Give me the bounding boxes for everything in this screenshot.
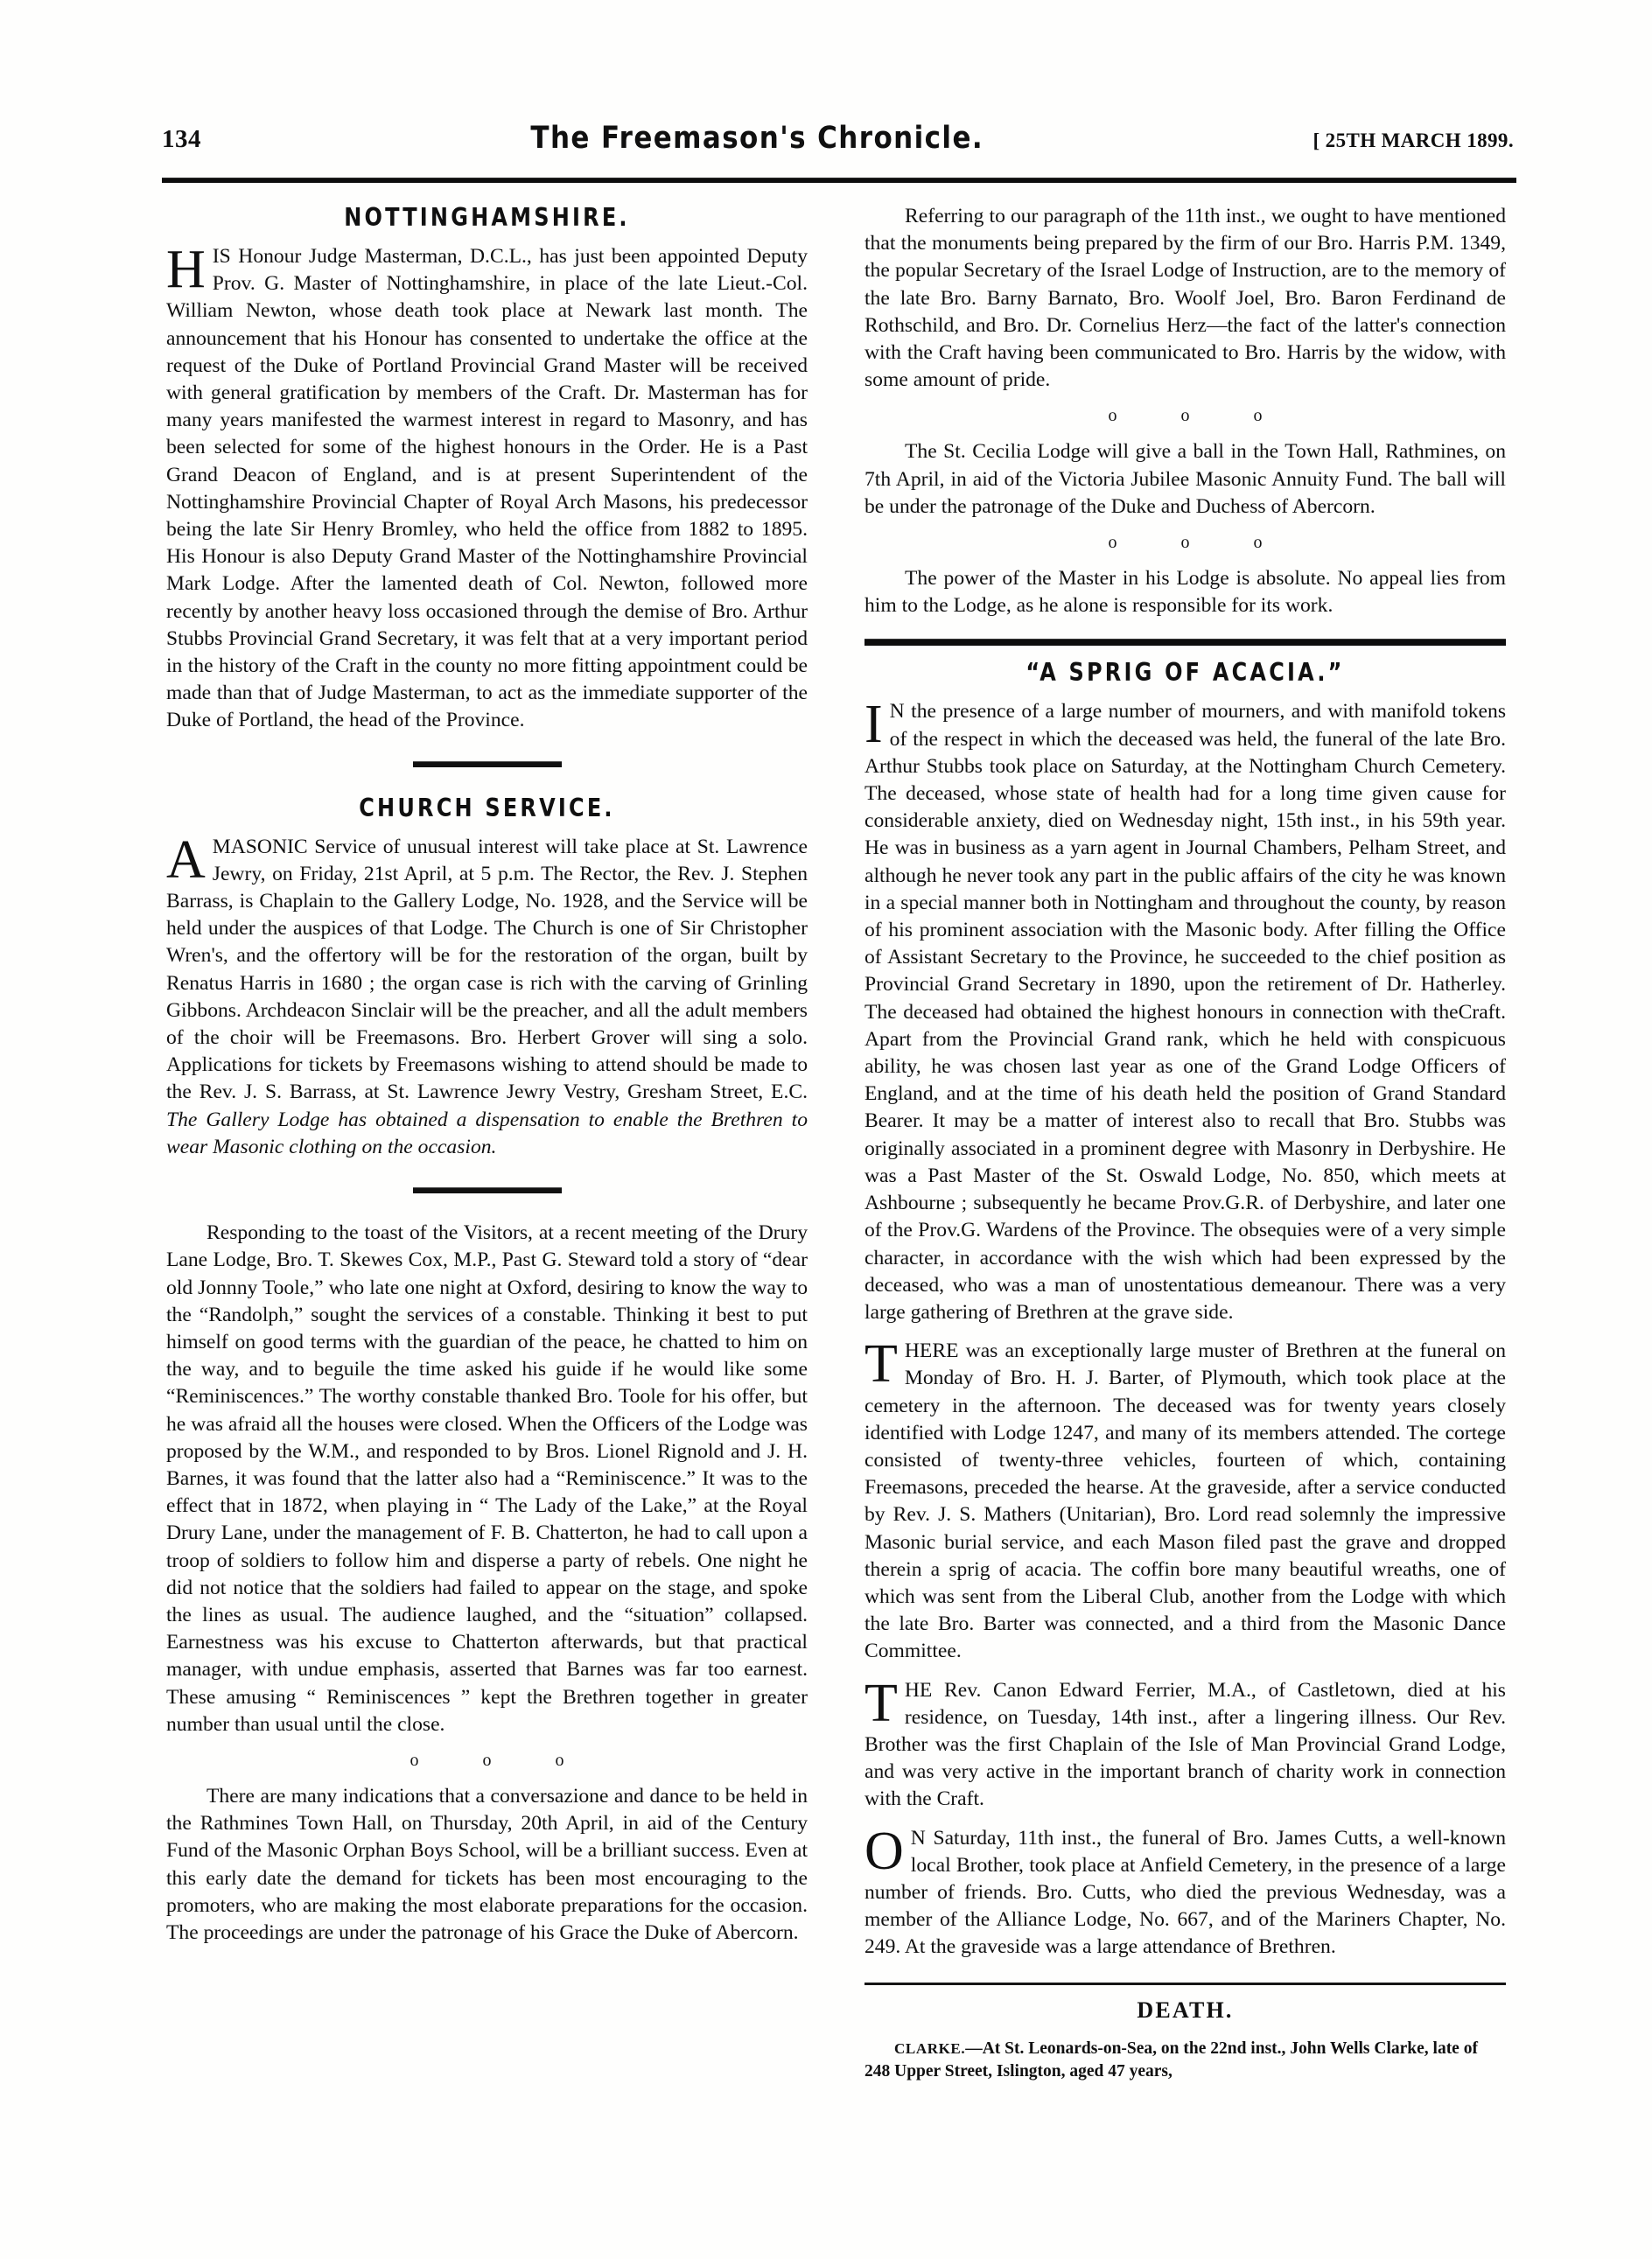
death-section-divider <box>864 1983 1506 1985</box>
paragraph-text: N the presence of a large number of mourners, and with manifold tokens of the respect in which the deceased was held, the funeral of the late Bro. Arthur Stubbs took place on Saturday, at the Nottingham Church Cemetery. The deceased, whose state of health had for a long time given cause for considerable anxiety, died on Wednesday night, 15th inst., in his 59th year. He was in business as a yarn agent in Journal Chambers, Pelham Street, and although he never took any part in the public affairs of the city he was known in a special manner both in Nottingham and throughout the county, by reason of his prominent association with the Masonic body. After filling the Office of Assistant Secretary to the Province, he succeeded to the chief position as Provincial Grand Secretary in 1890, upon the retirement of Dr. Hatherley. The deceased had obtained the highest honours in connection with theCraft. Apart from the Provincial Grand rank, which he held with conspicuous ability, he was chosen last year as one of the Grand Lodge Officers of England, and at the time of his death held the position of Grand Standard Bearer. It may be a matter of interest also to recall that Bro. Stubbs was originally associated in a prominent degree with Masonry in Derbyshire. He was a Past Master of the St. Oswald Lodge, No. 850, which meets at Ashbourne ; subsequently he became Prov.G.R. of Derbyshire, and later one of the Prov.G. Wardens of the Province. The obsequies were of a very simple character, in accordance with the wish which had been expressed by the deceased, who was a man of unostentatious demeanour. There was a very large gathering of Brethren at the grave side. <box>864 700 1506 1324</box>
paragraph-drury-lane: Responding to the toast of the Visitors, at a recent meeting of the Drury Lane Lodge, Bro. T. Skewes Cox, M.P., Past G. Steward told a story of “dear old Jonnny Toole,” who late one night at Oxford, desiring to know the way to the “Randolph,” sought the services of a constable. Thinking it best to put himself on good terms with the guardian of the peace, he chatted to him on the way, and to beguile the time asked his guide if he would like some “Reminiscences.” The worthy constable thanked Bro. Toole for his offer, but he was afraid all the houses were closed. When the Officers of the Lodge was proposed by the W.M., and responded to by Bros. Lionel Rignold and J. H. Barnes, it was found that the latter also had a “Reminiscence.” It was to the effect that in 1872, when playing in “ The Lady of the Lake,” at the Royal Drury Lane, under the management of F. B. Chatterton, he had to call upon a troop of soldiers to follow him and disperse a party of rebels. One night he did not notice that the soldiers had failed to appear on the stage, and spoke the lines as usual. The audience laughed, and the “situation” collapsed. Earnestness was his excuse to Chatterton afterwards, but that practical manager, with undue emphasis, asserted that Barnes was far too earnest. These amusing “ Reminiscences ” kept the Brethren together in greater number than usual until the close. <box>166 1221 808 1736</box>
paragraph-church-service <box>166 829 808 1161</box>
heading-death: DEATH. <box>1137 1997 1234 2023</box>
paragraph-james-cutts-funeral <box>864 1821 1506 1962</box>
right-column <box>864 203 1506 2083</box>
dropcap-letter: T <box>864 1334 898 1395</box>
publication-title: The Freemason's Chronicle. <box>530 120 984 157</box>
ornament-divider-right-1: o o o <box>1108 406 1292 426</box>
dropcap-letter: T <box>864 1673 898 1733</box>
paragraph-master-power: The power of the Master in his Lodge is absolute. No appeal lies from him to the Lodge, as he alone is responsible for its work. <box>864 567 1506 618</box>
dropcap-letter: A <box>166 829 206 890</box>
page-masthead <box>162 122 1514 177</box>
dropcap-letter: I <box>864 695 883 755</box>
section-divider-3 <box>864 639 1506 646</box>
dropcap-letter: O <box>864 1821 904 1881</box>
paragraph-st-cecilia-ball: The St. Cecilia Lodge will give a ball in the Town Hall, Rathmines, on 7th April, in aid of the Victoria Jubilee Masonic Annuity Fund. The ball will be under the patronage of the Duke and Duchess of Abercorn. <box>864 440 1506 518</box>
death-notice <box>864 2038 1506 2083</box>
dropcap-letter: H <box>166 240 206 299</box>
paragraph-text: HE Rev. Canon Edward Ferrier, M.A., of Castletown, died at his residence, on Tuesday, 14th inst., after a lingering illness. Our Rev. Brother was the first Chaplain of the Isle of Man Provincial Grand Lodge, and was very active in the important branch of charity work in connection with the Craft. <box>864 1678 1506 1811</box>
issue-date: [ 25TH MARCH 1899. <box>1312 129 1514 151</box>
paragraph-harris-monuments: Referring to our paragraph of the 11th inst., we ought to have mentioned that the monuments being prepared by the firm of our Bro. Harris P.M. 1349, the popular Secretary of the Israel Lodge of Instruction, are to the memory of the late Bro. Barny Barnato, Bro. Woolf Joel, Bro. Baron Ferdinand de Rothschild, and Bro. Dr. Cornelius Herz—the fact of the latter's connection with the Craft having been communicated to Bro. Harris by the widow, with some amount of pride. <box>864 205 1506 392</box>
section-divider-1 <box>413 761 562 767</box>
page-number: 134 <box>162 125 201 153</box>
paragraph-text: MASONIC Service of unusual interest will take place at St. Lawrence Jewry, on Friday, 21st April, at 5 p.m. The Rector, the Rev. J. Stephen Barrass, is Chaplain to the Gallery Lodge, No. 1928, and the Service will be held under the auspices of that Lodge. The Church is one of Sir Christopher Wren's, and the offertory will be for the restoration of the organ, built by Renatus Harris in 1680 ; the organ case is rich with the carving of Grinling Gibbons. Archdeacon Sinclair will be the preacher, and all the adult members of the choir will be Freemasons. Bro. Herbert Grover will sing a solo. Applications for tickets by Freemasons wishing to attend should be made to the Rev. J. S. Barrass, at St. Lawrence Jewry Vestry, Gresham Street, E.C. <box>166 835 808 1104</box>
paragraph-text: IS Honour Judge Masterman, D.C.L., has just been appointed Deputy Prov. G. Master of Nottinghamshire, in place of the late Lieut.-Col. William Newton, whose death took place at Newark last month. The announcement that his Honour has consented to undertake the office at the request of the Duke of Portland Provincial Grand Master will be received with general gratification by members of the Craft. Dr. Masterman has for many years manifested the warmest interest in regard to Masonry, and has been selected for some of the highest honours in the Order. He is a Past Grand Deacon of England, and is at present Superintendent of the Nottinghamshire Provincial Chapter of Royal Arch Masons, his predecessor being the late Sir Henry Bromley, who held the office from 1882 to 1895. His Honour is also Deputy Grand Master of the Nottinghamshire Provincial Mark Lodge. After the lamented death of Col. Newton, followed more recently by another heavy loss occasioned through the demise of Bro. Arthur Stubbs Provincial Grand Secretary, it was felt that at a very important period in the history of the Craft in the county no more fitting appointment could be made than that of Judge Masterman, to act as the immediate supporter of the Duke of Portland, the head of the Province. <box>166 245 808 732</box>
paragraph-canon-ferrier <box>864 1673 1506 1814</box>
left-column <box>166 203 808 1947</box>
paragraph-nottinghamshire <box>166 240 808 735</box>
paragraph-rathmines: There are many indications that a conversazione and dance to be held in the Rathmines Town Hall, on Thursday, 20th April, in aid of the Century Fund of the Masonic Orphan Boys School, will be a brilliant success. Even at this early date the demand for tickets has been most encouraging to the promoters, who are making the most elaborate preparations for the occasion. The proceedings are under the patronage of his Grace the Duke of Abercorn. <box>166 1784 808 1944</box>
heading-sprig-of-acacia: “A SPRIG OF ACACIA.” <box>1026 658 1345 688</box>
masthead-divider <box>162 178 1516 183</box>
heading-church-service: CHURCH SERVICE. <box>359 793 615 822</box>
paragraph-text-italic: The Gallery Lodge has obtained a dispensation to enable the Brethren to wear Masonic clothing on the occasion. <box>166 1108 808 1158</box>
ornament-divider-left: o o o <box>410 1750 594 1770</box>
paragraph-text: HERE was an exceptionally large muster of Brethren at the funeral on Monday of Bro. H. J. Barter, of Plymouth, which took place at the cemetery in the afternoon. The deceased was for twenty years closely identified with Lodge 1247, and many of its members attended. The cortege consisted of twenty-three vehicles, fourteen of which, containing Freemasons, preceded the hearse. At the graveside, after a service conducted by Rev. J. S. Mathers (Unitarian), Bro. Lord read solemnly the impressive Masonic burial service, and each Mason filed past the grave and dropped therein a sprig of acacia. The coffin bore many beautiful wreaths, one of which was sent from the Liberal Club, another from the Lodge with which the late Bro. Barter was connected, and a third from the Masonic Dance Committee. <box>864 1339 1506 1663</box>
death-notice-surname: CLARKE. <box>894 2039 966 2057</box>
heading-nottinghamshire: NOTTINGHAMSHIRE. <box>344 203 630 233</box>
paragraph-barter-funeral <box>864 1334 1506 1665</box>
paragraph-arthur-stubbs-funeral <box>864 695 1506 1326</box>
paragraph-text: N Saturday, 11th inst., the funeral of Bro. James Cutts, a well-known local Brother, took place at Anfield Cemetery, in the presence of a large number of friends. Bro. Cutts, who died the previous Wednesday, was a member of the Alliance Lodge, No. 667, and of the Mariners Chapter, No. 249. At the graveside was a large attendance of Brethren. <box>864 1826 1506 1959</box>
death-notice-detail: —At St. Leonards-on-Sea, on the 22nd inst., John Wells Clarke, late of 248 Upper Street, Islington, aged 47 years, <box>864 2039 1478 2081</box>
section-divider-2 <box>413 1187 562 1193</box>
ornament-divider-right-2: o o o <box>1108 533 1292 553</box>
